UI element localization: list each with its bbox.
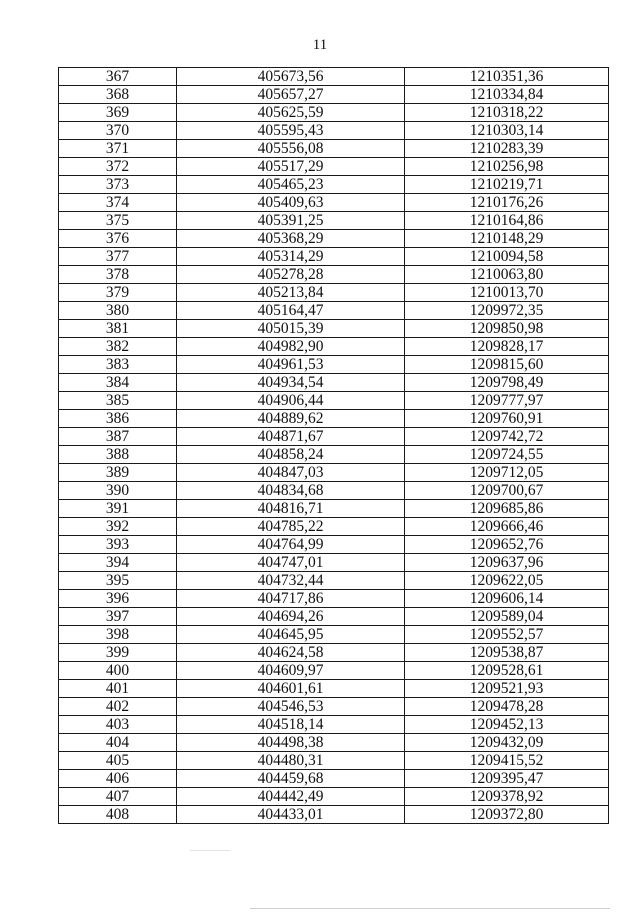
table-row xyxy=(59,230,609,248)
y-coordinate-cell: 1209666,46 xyxy=(405,518,609,536)
table-row xyxy=(59,302,609,320)
table-row xyxy=(59,176,609,194)
point-number-cell: 383 xyxy=(59,356,177,374)
x-coordinate-cell: 404717,86 xyxy=(177,590,405,608)
y-coordinate-cell: 1210013,70 xyxy=(405,284,609,302)
x-coordinate-cell: 405391,25 xyxy=(177,212,405,230)
point-number-cell: 369 xyxy=(59,104,177,122)
point-number-cell: 392 xyxy=(59,518,177,536)
x-coordinate-cell: 405595,43 xyxy=(177,122,405,140)
scan-artifact xyxy=(190,850,230,851)
x-coordinate-cell: 404816,71 xyxy=(177,500,405,518)
table-row xyxy=(59,518,609,536)
x-coordinate-cell: 405517,29 xyxy=(177,158,405,176)
table-row xyxy=(59,716,609,734)
y-coordinate-cell: 1209528,61 xyxy=(405,662,609,680)
table-row xyxy=(59,788,609,806)
table-row xyxy=(59,320,609,338)
y-coordinate-cell: 1209521,93 xyxy=(405,680,609,698)
y-coordinate-cell: 1210094,58 xyxy=(405,248,609,266)
x-coordinate-cell: 405657,27 xyxy=(177,86,405,104)
x-coordinate-cell: 405556,08 xyxy=(177,140,405,158)
x-coordinate-cell: 404645,95 xyxy=(177,626,405,644)
point-number-cell: 375 xyxy=(59,212,177,230)
x-coordinate-cell: 405465,23 xyxy=(177,176,405,194)
table-row xyxy=(59,734,609,752)
point-number-cell: 391 xyxy=(59,500,177,518)
table-row xyxy=(59,554,609,572)
x-coordinate-cell: 404518,14 xyxy=(177,716,405,734)
x-coordinate-cell: 405278,28 xyxy=(177,266,405,284)
table-row xyxy=(59,662,609,680)
point-number-cell: 394 xyxy=(59,554,177,572)
point-number-cell: 370 xyxy=(59,122,177,140)
table-row xyxy=(59,572,609,590)
y-coordinate-cell: 1209372,80 xyxy=(405,806,609,824)
table-row xyxy=(59,122,609,140)
table-row xyxy=(59,536,609,554)
y-coordinate-cell: 1210318,22 xyxy=(405,104,609,122)
y-coordinate-cell: 1209622,05 xyxy=(405,572,609,590)
point-number-cell: 377 xyxy=(59,248,177,266)
y-coordinate-cell: 1209538,87 xyxy=(405,644,609,662)
y-coordinate-cell: 1209777,97 xyxy=(405,392,609,410)
x-coordinate-cell: 404459,68 xyxy=(177,770,405,788)
scan-artifact xyxy=(250,908,610,909)
y-coordinate-cell: 1210176,26 xyxy=(405,194,609,212)
y-coordinate-cell: 1210164,86 xyxy=(405,212,609,230)
point-number-cell: 371 xyxy=(59,140,177,158)
x-coordinate-cell: 404694,26 xyxy=(177,608,405,626)
table-row xyxy=(59,266,609,284)
table-row xyxy=(59,212,609,230)
table-row xyxy=(59,464,609,482)
table-row xyxy=(59,698,609,716)
y-coordinate-cell: 1209652,76 xyxy=(405,536,609,554)
x-coordinate-cell: 405164,47 xyxy=(177,302,405,320)
point-number-cell: 368 xyxy=(59,86,177,104)
table-row xyxy=(59,194,609,212)
point-number-cell: 384 xyxy=(59,374,177,392)
x-coordinate-cell: 404871,67 xyxy=(177,428,405,446)
x-coordinate-cell: 404982,90 xyxy=(177,338,405,356)
table-row xyxy=(59,752,609,770)
x-coordinate-cell: 405015,39 xyxy=(177,320,405,338)
table-row xyxy=(59,806,609,824)
x-coordinate-cell: 404847,03 xyxy=(177,464,405,482)
point-number-cell: 396 xyxy=(59,590,177,608)
y-coordinate-cell: 1209742,72 xyxy=(405,428,609,446)
point-number-cell: 404 xyxy=(59,734,177,752)
point-number-cell: 401 xyxy=(59,680,177,698)
point-number-cell: 397 xyxy=(59,608,177,626)
table-body xyxy=(59,68,609,824)
point-number-cell: 408 xyxy=(59,806,177,824)
x-coordinate-cell: 404764,99 xyxy=(177,536,405,554)
x-coordinate-cell: 404609,97 xyxy=(177,662,405,680)
y-coordinate-cell: 1209815,60 xyxy=(405,356,609,374)
x-coordinate-cell: 404961,53 xyxy=(177,356,405,374)
table-row xyxy=(59,86,609,104)
table-row xyxy=(59,680,609,698)
y-coordinate-cell: 1210351,36 xyxy=(405,68,609,86)
table-row xyxy=(59,770,609,788)
point-number-cell: 400 xyxy=(59,662,177,680)
y-coordinate-cell: 1210148,29 xyxy=(405,230,609,248)
y-coordinate-cell: 1209637,96 xyxy=(405,554,609,572)
y-coordinate-cell: 1210063,80 xyxy=(405,266,609,284)
point-number-cell: 405 xyxy=(59,752,177,770)
table-row xyxy=(59,68,609,86)
y-coordinate-cell: 1209452,13 xyxy=(405,716,609,734)
y-coordinate-cell: 1209415,52 xyxy=(405,752,609,770)
point-number-cell: 390 xyxy=(59,482,177,500)
y-coordinate-cell: 1209972,35 xyxy=(405,302,609,320)
point-number-cell: 402 xyxy=(59,698,177,716)
table-row xyxy=(59,410,609,428)
x-coordinate-cell: 404480,31 xyxy=(177,752,405,770)
y-coordinate-cell: 1210303,14 xyxy=(405,122,609,140)
x-coordinate-cell: 405314,29 xyxy=(177,248,405,266)
x-coordinate-cell: 405409,63 xyxy=(177,194,405,212)
y-coordinate-cell: 1209760,91 xyxy=(405,410,609,428)
y-coordinate-cell: 1210256,98 xyxy=(405,158,609,176)
table-row xyxy=(59,392,609,410)
table-row xyxy=(59,644,609,662)
point-number-cell: 374 xyxy=(59,194,177,212)
y-coordinate-cell: 1209798,49 xyxy=(405,374,609,392)
x-coordinate-cell: 404546,53 xyxy=(177,698,405,716)
x-coordinate-cell: 404498,38 xyxy=(177,734,405,752)
point-number-cell: 382 xyxy=(59,338,177,356)
table-row xyxy=(59,248,609,266)
point-number-cell: 379 xyxy=(59,284,177,302)
x-coordinate-cell: 404785,22 xyxy=(177,518,405,536)
y-coordinate-cell: 1209724,55 xyxy=(405,446,609,464)
x-coordinate-cell: 404442,49 xyxy=(177,788,405,806)
x-coordinate-cell: 404433,01 xyxy=(177,806,405,824)
y-coordinate-cell: 1209685,86 xyxy=(405,500,609,518)
point-number-cell: 388 xyxy=(59,446,177,464)
x-coordinate-cell: 405213,84 xyxy=(177,284,405,302)
point-number-cell: 387 xyxy=(59,428,177,446)
x-coordinate-cell: 404889,62 xyxy=(177,410,405,428)
y-coordinate-cell: 1209589,04 xyxy=(405,608,609,626)
point-number-cell: 367 xyxy=(59,68,177,86)
y-coordinate-cell: 1209478,28 xyxy=(405,698,609,716)
y-coordinate-cell: 1209432,09 xyxy=(405,734,609,752)
point-number-cell: 378 xyxy=(59,266,177,284)
x-coordinate-cell: 404934,54 xyxy=(177,374,405,392)
y-coordinate-cell: 1209395,47 xyxy=(405,770,609,788)
table-row xyxy=(59,500,609,518)
table-row xyxy=(59,374,609,392)
point-number-cell: 399 xyxy=(59,644,177,662)
table-row xyxy=(59,590,609,608)
y-coordinate-cell: 1210334,84 xyxy=(405,86,609,104)
x-coordinate-cell: 404747,01 xyxy=(177,554,405,572)
y-coordinate-cell: 1209378,92 xyxy=(405,788,609,806)
point-number-cell: 380 xyxy=(59,302,177,320)
table-row xyxy=(59,104,609,122)
y-coordinate-cell: 1210219,71 xyxy=(405,176,609,194)
table-row xyxy=(59,356,609,374)
x-coordinate-cell: 404732,44 xyxy=(177,572,405,590)
table-row xyxy=(59,608,609,626)
point-number-cell: 407 xyxy=(59,788,177,806)
y-coordinate-cell: 1209850,98 xyxy=(405,320,609,338)
point-number-cell: 373 xyxy=(59,176,177,194)
x-coordinate-cell: 404906,44 xyxy=(177,392,405,410)
point-number-cell: 386 xyxy=(59,410,177,428)
point-number-cell: 398 xyxy=(59,626,177,644)
table-row xyxy=(59,284,609,302)
point-number-cell: 381 xyxy=(59,320,177,338)
point-number-cell: 406 xyxy=(59,770,177,788)
x-coordinate-cell: 404601,61 xyxy=(177,680,405,698)
y-coordinate-cell: 1209606,14 xyxy=(405,590,609,608)
x-coordinate-cell: 404624,58 xyxy=(177,644,405,662)
y-coordinate-cell: 1209712,05 xyxy=(405,464,609,482)
table-row xyxy=(59,446,609,464)
table-row xyxy=(59,158,609,176)
table-row xyxy=(59,338,609,356)
y-coordinate-cell: 1209552,57 xyxy=(405,626,609,644)
y-coordinate-cell: 1210283,39 xyxy=(405,140,609,158)
page-number: 11 xyxy=(312,37,328,53)
table-row xyxy=(59,140,609,158)
x-coordinate-cell: 405625,59 xyxy=(177,104,405,122)
x-coordinate-cell: 404834,68 xyxy=(177,482,405,500)
table-row xyxy=(59,482,609,500)
point-number-cell: 376 xyxy=(59,230,177,248)
y-coordinate-cell: 1209828,17 xyxy=(405,338,609,356)
point-number-cell: 403 xyxy=(59,716,177,734)
point-number-cell: 393 xyxy=(59,536,177,554)
coordinates-table xyxy=(58,67,609,824)
point-number-cell: 395 xyxy=(59,572,177,590)
table-row xyxy=(59,428,609,446)
table-row xyxy=(59,626,609,644)
point-number-cell: 372 xyxy=(59,158,177,176)
x-coordinate-cell: 404858,24 xyxy=(177,446,405,464)
point-number-cell: 389 xyxy=(59,464,177,482)
x-coordinate-cell: 405368,29 xyxy=(177,230,405,248)
y-coordinate-cell: 1209700,67 xyxy=(405,482,609,500)
x-coordinate-cell: 405673,56 xyxy=(177,68,405,86)
point-number-cell: 385 xyxy=(59,392,177,410)
